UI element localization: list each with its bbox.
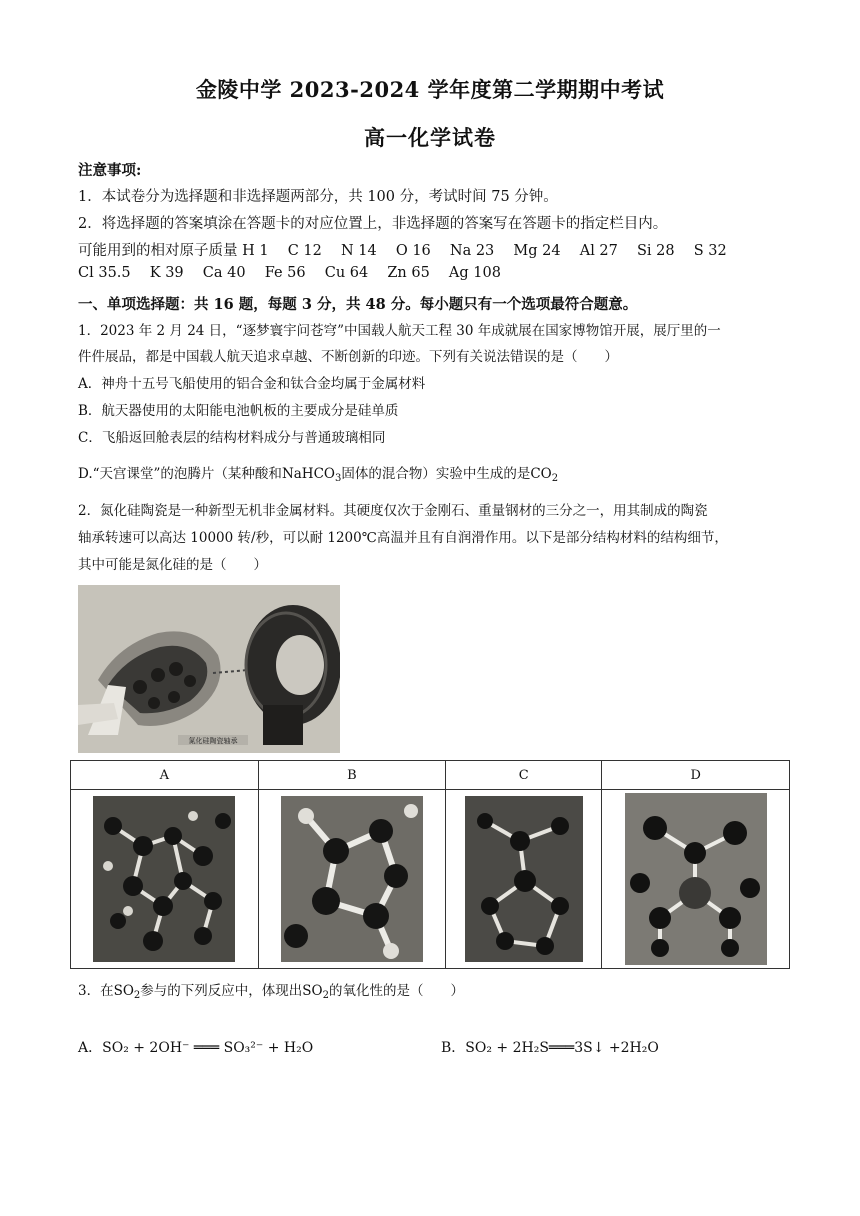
mass-na: Na 23 xyxy=(449,243,495,259)
so2-subscript-2: 2 xyxy=(322,990,329,1001)
atomic-mass-list xyxy=(78,240,788,284)
q1-stem-line-2: 件件展品，都是中国载人航天追求卓越、不断创新的印迹。下列有关说法错误的是（ ） xyxy=(78,349,618,365)
notice-item-1: 1．本试卷分为选择题和非选择题两部分，共 100 分，考试时间 75 分钟。 xyxy=(78,189,558,205)
nahco3-subscript: 3 xyxy=(334,473,342,484)
photo-caption: 氮化硅陶瓷轴承 xyxy=(188,737,238,745)
molecule-model-b xyxy=(281,796,423,962)
q3-option-b xyxy=(441,1037,659,1057)
q2-stem-line-1: 2．氮化硅陶瓷是一种新型无机非金属材料。其硬度仅次于金刚石、重量钢材的三分之一，用其制成的陶瓷 xyxy=(78,503,708,519)
q3-option-b-equation: SO₂ + 2H₂S═══3S↓ +2H₂O xyxy=(465,1040,659,1056)
nahco3-formula: NaHCO xyxy=(281,466,335,482)
mass-k: K 39 xyxy=(149,265,184,281)
q1-option-a: A．神舟十五号飞船使用的铝合金和钛合金均属于金属材料 xyxy=(78,376,426,392)
molecule-model-d xyxy=(625,793,767,965)
mass-c: C 12 xyxy=(287,243,322,259)
q1-option-c: C．飞船返回舱表层的结构材料成分与普通玻璃相同 xyxy=(78,430,386,446)
mass-ag: Ag 108 xyxy=(448,265,501,281)
q2-option-c-label: C xyxy=(446,761,602,790)
mass-al: Al 27 xyxy=(579,243,618,259)
exam-subtitle: 高一化学试卷 xyxy=(364,125,496,150)
mass-intro: 可能用到的相对原子质量 xyxy=(78,243,238,259)
so2-formula-2: SO xyxy=(302,983,323,999)
q2-option-a-label: A xyxy=(71,761,259,790)
q1-option-b: B．航天器使用的太阳能电池帆板的主要成分是硅单质 xyxy=(78,403,399,419)
q2-option-b-cell xyxy=(258,790,446,969)
q3-option-b-label: B． xyxy=(441,1040,466,1056)
mass-o: O 16 xyxy=(395,243,431,259)
molecule-model-c xyxy=(465,796,583,962)
q2-options-table xyxy=(70,760,790,969)
q3-option-a-equation: SO₂ + 2OH⁻ ═══ SO₃²⁻ + H₂O xyxy=(102,1040,314,1056)
q2-stem-line-3: 其中可能是氮化硅的是（ ） xyxy=(78,557,267,573)
q2-option-d-cell xyxy=(602,790,790,969)
q2-option-d-label: D xyxy=(602,761,790,790)
q3-stem-text-1: 3．在 xyxy=(78,983,114,999)
mass-zn: Zn 65 xyxy=(387,265,430,281)
molecule-model-a xyxy=(93,796,235,962)
q3-stem-text-2: 参与的下列反应中，体现出 xyxy=(140,983,303,999)
q2-option-a-cell xyxy=(71,790,259,969)
q1-stem-line-1: 1．2023 年 2 月 24 日，“逐梦寰宇问苍穹”中国载人航天工程 30 年成就展在国家博物馆开展，展厅里的一 xyxy=(78,323,721,339)
bearing-photo-image xyxy=(78,585,340,753)
mass-cu: Cu 64 xyxy=(324,265,369,281)
co2-subscript: 2 xyxy=(551,473,559,484)
section-1-heading: 一、单项选择题：共 16 题，每题 3 分，共 48 分。每小题只有一个选项最符合题意。 xyxy=(78,296,638,313)
mass-mg: Mg 24 xyxy=(513,243,561,259)
q3-option-a-label: A． xyxy=(78,1040,103,1056)
mass-s: S 32 xyxy=(693,243,727,259)
mass-n: N 14 xyxy=(340,243,377,259)
so2-formula: SO xyxy=(113,983,134,999)
notice-item-2: 2．将选择题的答案填涂在答题卡的对应位置上，非选择题的答案写在答题卡的指定栏目内。 xyxy=(78,216,668,232)
bearing-photo xyxy=(78,585,340,753)
q2-option-c-cell xyxy=(446,790,602,969)
mass-ca: Ca 40 xyxy=(202,265,246,281)
exam-title: 金陵中学 2023-2024 学年度第二学期期中考试 xyxy=(195,77,665,102)
q3-stem-text-3: 的氧化性的是（ ） xyxy=(329,983,464,999)
mass-cl: Cl 35.5 xyxy=(78,265,131,281)
mass-si: Si 28 xyxy=(637,243,675,259)
so2-subscript: 2 xyxy=(133,990,141,1001)
q2-stem-line-2: 轴承转速可以高达 10000 转/秒，可以耐 1200℃高温并且有自润滑作用。以下是部分结构材料的结构细节， xyxy=(78,530,728,546)
q1-option-d xyxy=(78,463,788,490)
mass-h: H 1 xyxy=(242,243,269,259)
mass-fe: Fe 56 xyxy=(264,265,306,281)
q1-option-d-text: D.“天宫课堂”的泡腾片（某种酸和 xyxy=(78,466,282,482)
q3-stem xyxy=(78,980,788,1007)
notice-heading: 注意事项: xyxy=(78,162,142,179)
q2-option-b-label: B xyxy=(258,761,446,790)
q1-option-d-text-2: 固体的混合物）实验中生成的是 xyxy=(341,466,531,482)
co2-formula: CO xyxy=(530,466,552,482)
q3-option-a xyxy=(78,1037,313,1057)
